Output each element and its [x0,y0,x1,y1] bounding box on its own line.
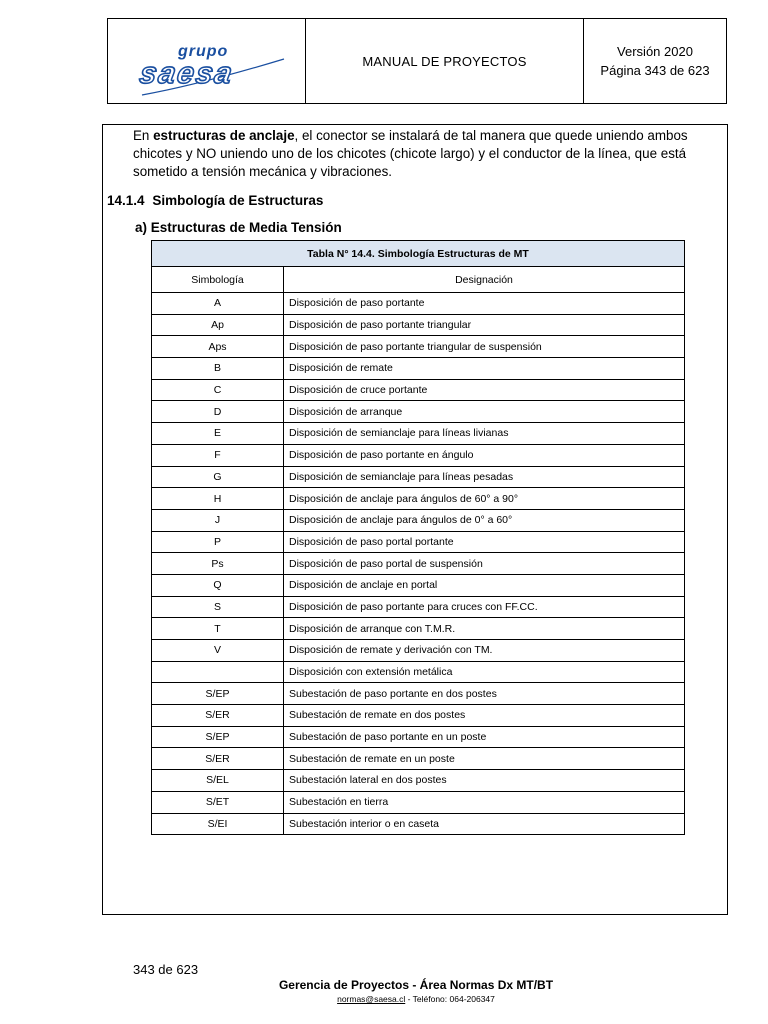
footer-phone: - Teléfono: 064-206347 [405,994,495,1004]
symbol-cell: C [152,379,284,401]
designation-cell: Disposición de paso portante [284,293,685,315]
version-cell [584,19,726,103]
section-number: 14.1.4 [107,193,145,208]
table-row [152,553,685,575]
logo-grupo: grupo [178,43,229,60]
page-number: 343 de 623 [133,962,199,977]
logo-saesa: saesa [137,57,237,90]
designation-cell: Subestación de paso portante en un poste [284,726,685,748]
symbol-cell: V [152,640,284,662]
designation-cell: Disposición de semianclaje para líneas pesadas [284,466,685,488]
section-title: Simbología de Estructuras [152,193,324,208]
table-row [152,683,685,705]
section-heading [107,193,323,208]
table-row [152,466,685,488]
table-row [152,444,685,466]
symbol-cell: A [152,293,284,315]
symbology-table [151,240,685,835]
table-row [152,574,685,596]
version-label: Versión 2020 [617,44,693,59]
designation-cell: Disposición de paso portal de suspensión [284,553,685,575]
intro-bold: estructuras de anclaje [153,128,295,143]
footer-title: Gerencia de Proyectos - Área Normas Dx MT/BT [278,978,554,992]
header-symbol: Simbología [152,267,284,293]
table-row [152,748,685,770]
designation-cell: Disposición de anclaje para ángulos de 0° a 60° [284,509,685,531]
table-row [152,813,685,835]
designation-cell: Subestación interior o en caseta [284,813,685,835]
symbol-cell: Ap [152,314,284,336]
designation-cell: Disposición de paso portal portante [284,531,685,553]
table-row [152,596,685,618]
symbol-cell: J [152,509,284,531]
table-row [152,661,685,683]
symbol-cell: S/EL [152,770,284,792]
symbol-cell: E [152,423,284,445]
designation-cell: Disposición de anclaje para ángulos de 60° a 90° [284,488,685,510]
table-row [152,531,685,553]
symbol-cell: G [152,466,284,488]
designation-cell: Disposición de remate y derivación con TM. [284,640,685,662]
designation-cell: Subestación de remate en un poste [284,748,685,770]
designation-cell: Disposición de anclaje en portal [284,574,685,596]
table-row [152,293,685,315]
symbol-cell: S/EP [152,683,284,705]
symbol-cell: D [152,401,284,423]
designation-cell: Disposición de paso portante en ángulo [284,444,685,466]
logo-cell [108,19,306,103]
symbol-cell: S/ER [152,705,284,727]
designation-cell: Disposición de paso portante triangular de suspensión [284,336,685,358]
document-header [107,18,727,104]
designation-cell: Subestación de remate en dos postes [284,705,685,727]
table-caption: Tabla N° 14.4. Simbología Estructuras de MT [152,241,685,267]
designation-cell: Subestación en tierra [284,791,685,813]
designation-cell: Disposición de arranque con T.M.R. [284,618,685,640]
content-frame [102,124,728,915]
designation-cell: Subestación lateral en dos postes [284,770,685,792]
table-row [152,488,685,510]
designation-cell: Disposición de paso portante para cruces con FF.CC. [284,596,685,618]
symbol-cell: B [152,358,284,380]
symbol-cell: S/ER [152,748,284,770]
footer-email-link[interactable]: normas@saesa.cl [337,994,406,1004]
designation-cell: Disposición con extensión metálica [284,661,685,683]
symbol-cell: P [152,531,284,553]
symbol-cell: Q [152,574,284,596]
table-row [152,336,685,358]
symbol-cell: F [152,444,284,466]
symbol-cell: T [152,618,284,640]
designation-cell: Disposición de semianclaje para líneas livianas [284,423,685,445]
table-body [152,293,685,835]
intro-before: En [133,128,154,143]
symbol-cell [152,661,284,683]
table-row [152,618,685,640]
table-row [152,379,685,401]
symbol-cell: S/EI [152,813,284,835]
footer-contact [0,994,768,1004]
designation-cell: Disposición de arranque [284,401,685,423]
table-row [152,423,685,445]
designation-cell: Subestación de paso portante en dos postes [284,683,685,705]
page-label: Página 343 de 623 [600,63,710,78]
symbol-cell: H [152,488,284,510]
table-row [152,791,685,813]
table-row [152,314,685,336]
intro-after: , el conector se instalará de tal manera que quede uniendo ambos chicotes y NO uniendo uno de los chicotes (chicote largo) y el conductor de la línea, que está sometido a tensión mecánica y vibraciones. [133,128,688,179]
table-row [152,358,685,380]
designation-cell: Disposición de remate [284,358,685,380]
subsection-heading: a) Estructuras de Media Tensión [135,220,342,235]
table-row [152,509,685,531]
symbol-cell: Aps [152,336,284,358]
manual-title: MANUAL DE PROYECTOS [306,19,584,103]
symbol-cell: Ps [152,553,284,575]
designation-cell: Disposición de paso portante triangular [284,314,685,336]
symbol-cell: S/ET [152,791,284,813]
symbol-cell: S [152,596,284,618]
symbol-cell: S/EP [152,726,284,748]
table-row [152,401,685,423]
table-row [152,770,685,792]
header-designation: Designación [284,267,685,293]
table-row [152,726,685,748]
table-row [152,705,685,727]
intro-paragraph [133,127,718,181]
designation-cell: Disposición de cruce portante [284,379,685,401]
table-row [152,640,685,662]
